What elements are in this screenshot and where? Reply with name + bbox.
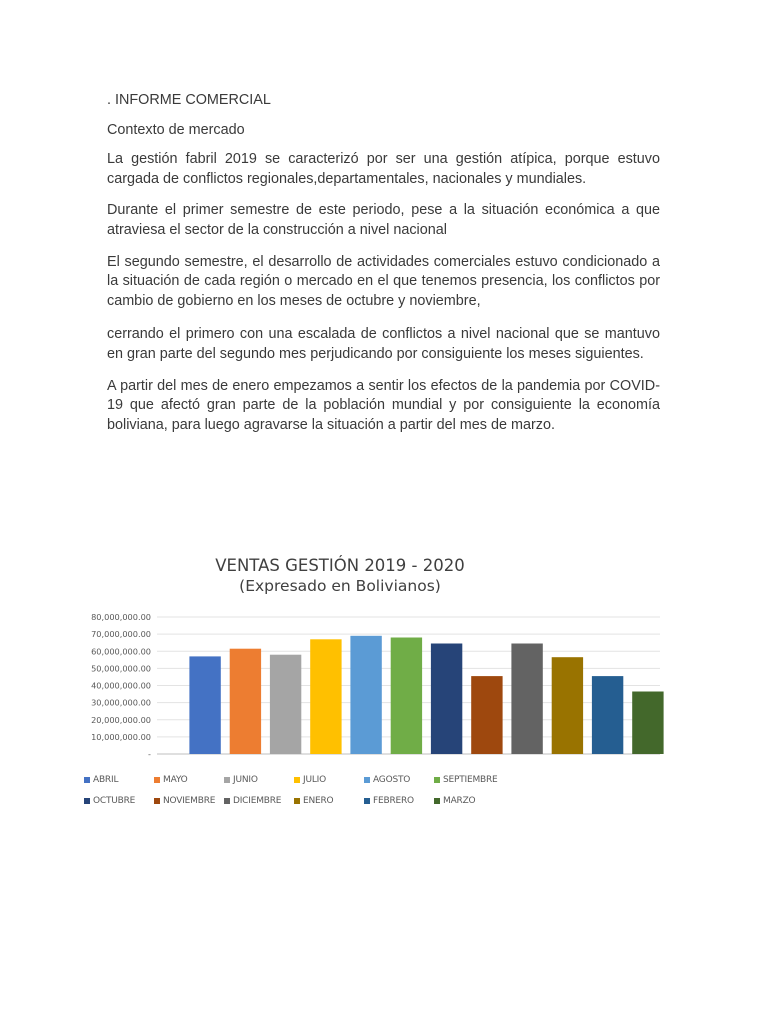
- legend-swatch: [154, 798, 160, 804]
- bar-diciembre: [511, 644, 542, 755]
- legend-label: OCTUBRE: [93, 795, 136, 806]
- y-tick-label: 40,000,000.00: [91, 680, 151, 691]
- legend-label: ENERO: [303, 795, 334, 806]
- legend-swatch: [294, 798, 300, 804]
- legend-label: MAYO: [163, 774, 188, 785]
- legend-swatch: [84, 777, 90, 783]
- paragraph: La gestión fabril 2019 se caracterizó por ser una gestión atípica, porque estuvo cargada de conflictos regionales,departamentales, nacionales y mundiales.: [107, 151, 660, 187]
- bar-noviembre: [471, 676, 502, 754]
- legend-item-noviembre: [154, 796, 224, 806]
- paragraph: A partir del mes de enero empezamos a sentir los efectos de la pandemia por COVID-19 que afectó gran parte de la población mundial y por consiguiente la economía boliviana, para luego agravarse la situación a partir del mes de marzo.: [107, 377, 660, 433]
- report-heading: . INFORME COMERCIAL: [107, 92, 271, 108]
- legend-item-diciembre: [224, 796, 294, 806]
- legend-item-septiembre: [434, 775, 504, 785]
- legend-swatch: [434, 777, 440, 783]
- legend-item-junio: [224, 775, 294, 785]
- y-tick-label: 60,000,000.00: [91, 646, 151, 657]
- bar-septiembre: [391, 638, 422, 755]
- bar-julio: [310, 639, 341, 754]
- legend-swatch: [434, 798, 440, 804]
- legend-row: [84, 790, 624, 811]
- chart-subtitle: (Expresado en Bolivianos): [239, 577, 441, 595]
- paragraph: Durante el primer semestre de este periodo, pese a la situación económica a que atraviesa el sector de la construcción a nivel nacional: [107, 202, 660, 238]
- y-tick-label: 50,000,000.00: [91, 663, 151, 674]
- legend-swatch: [154, 777, 160, 783]
- legend-row: [84, 769, 624, 790]
- y-tick-label: 20,000,000.00: [91, 714, 151, 725]
- legend-label: FEBRERO: [373, 795, 414, 806]
- y-tick-label: 80,000,000.00: [91, 612, 151, 622]
- legend-swatch: [84, 798, 90, 804]
- legend-item-enero: [294, 796, 364, 806]
- bar-agosto: [350, 636, 381, 754]
- legend-label: AGOSTO: [373, 774, 411, 785]
- legend-item-abril: [84, 775, 154, 785]
- legend-item-marzo: [434, 796, 504, 806]
- paragraph: El segundo semestre, el desarrollo de actividades comerciales estuvo condicionado a la situación de cada región o mercado en el que tenemos presencia, los conflictos por cambio de gobierno en los meses de octubre y noviembre,: [107, 253, 660, 309]
- bar-marzo: [632, 692, 663, 755]
- y-tick-label: 70,000,000.00: [91, 629, 151, 640]
- legend-item-agosto: [364, 775, 434, 785]
- legend-swatch: [364, 777, 370, 783]
- bar-octubre: [431, 644, 462, 755]
- y-tick-label: -: [148, 749, 151, 759]
- legend-item-mayo: [154, 775, 224, 785]
- y-tick-label: 10,000,000.00: [91, 731, 151, 742]
- legend-item-julio: [294, 775, 364, 785]
- chart-legend: [84, 769, 624, 811]
- legend-label: JUNIO: [233, 774, 258, 785]
- legend-label: MARZO: [443, 795, 476, 806]
- bar-enero: [552, 657, 583, 754]
- section-subheading: Contexto de mercado: [107, 121, 245, 138]
- legend-label: DICIEMBRE: [233, 795, 282, 806]
- paragraph: cerrando el primero con una escalada de conflictos a nivel nacional que se mantuvo en gran parte del segundo mes perjudicando por consiguiente los meses siguientes.: [107, 326, 660, 362]
- bar-junio: [270, 655, 301, 754]
- legend-item-febrero: [364, 796, 434, 806]
- legend-swatch: [294, 777, 300, 783]
- legend-swatch: [224, 777, 230, 783]
- chart-title: VENTAS GESTIÓN 2019 - 2020: [215, 556, 465, 575]
- bar-mayo: [230, 649, 261, 754]
- legend-label: SEPTIEMBRE: [443, 774, 498, 785]
- legend-label: JULIO: [303, 774, 326, 785]
- y-tick-label: 30,000,000.00: [91, 697, 151, 708]
- legend-label: ABRIL: [93, 774, 119, 785]
- bar-febrero: [592, 676, 623, 754]
- bar-abril: [189, 656, 220, 754]
- legend-label: NOVIEMBRE: [163, 795, 216, 806]
- legend-item-octubre: [84, 796, 154, 806]
- legend-swatch: [364, 798, 370, 804]
- legend-swatch: [224, 798, 230, 804]
